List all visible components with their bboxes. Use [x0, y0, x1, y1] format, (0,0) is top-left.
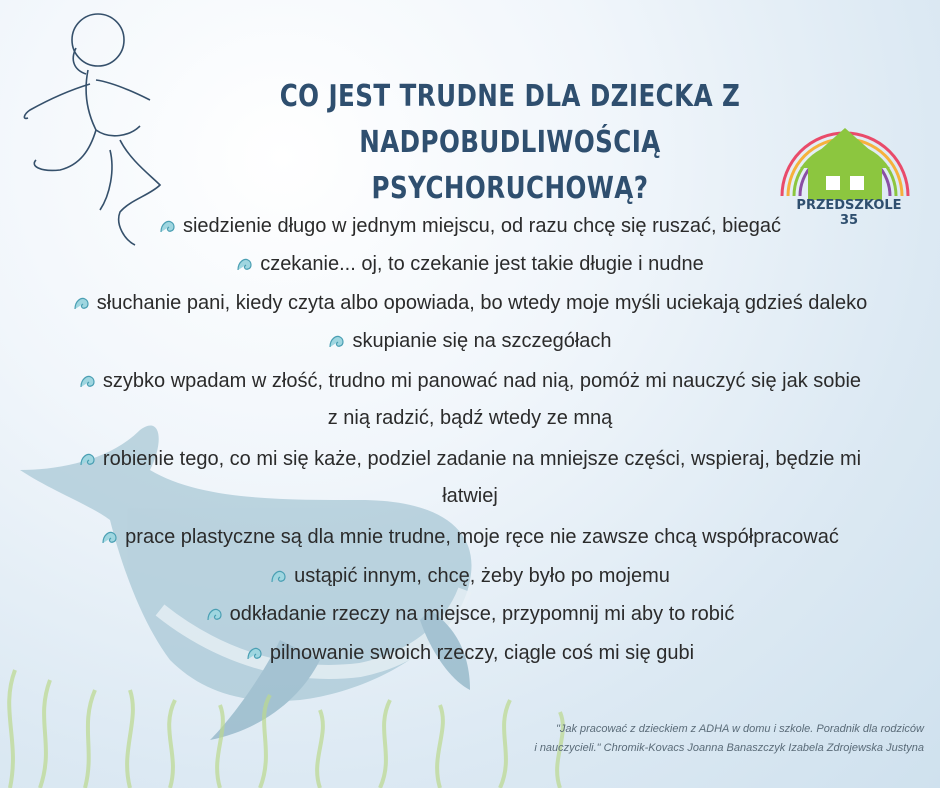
item-text: słuchanie pani, kiedy czyta albo opowiada, bo wtedy moje myśli uciekają gdzieś daleko [96, 292, 868, 314]
source-line-2: i nauczycieli." Chromik-Kovacs Joanna Banaszczyk Izabela Zdrojewska Justyna [534, 742, 924, 754]
list-item [0, 595, 940, 633]
source-citation [494, 720, 924, 758]
list-item [0, 362, 940, 400]
logo-label: PRZEDSZKOLE 35 [796, 198, 902, 228]
item-text: siedzienie długo w jednym miejscu, od razu chcę się ruszać, biegać [182, 215, 782, 237]
list-item-continuation [0, 477, 940, 515]
shell-icon [246, 645, 266, 661]
list-item [0, 245, 940, 283]
shell-icon [101, 529, 121, 545]
source-line-1: "Jak pracować z dzieckiem z ADHA w domu i szkole. Poradnik dla rodziców [555, 723, 924, 735]
list-item [0, 207, 940, 245]
title-line-1: CO JEST TRUDNE DLA DZIECKA Z NADPOBUDLIWOŚCIĄ [279, 79, 741, 160]
list-item [0, 440, 940, 478]
shell-icon [73, 295, 93, 311]
shell-icon [270, 568, 290, 584]
list-item [0, 557, 940, 595]
list-item-continuation [0, 399, 940, 437]
list-item [0, 322, 940, 360]
list-item [0, 284, 940, 322]
shell-icon [236, 256, 256, 272]
shell-icon [328, 333, 348, 349]
item-text: odkładanie rzeczy na miejsce, przypomnij mi aby to robić [229, 603, 735, 625]
list-item [0, 634, 940, 672]
item-text: pilnowanie swoich rzeczy, ciągle coś mi się gubi [269, 642, 695, 664]
item-text: łatwiej [442, 485, 498, 507]
item-text: robienie tego, co mi się każe, podziel zadanie na mniejsze części, wspieraj, będzie mi [102, 448, 862, 470]
shell-icon [159, 218, 179, 234]
page-title [215, 74, 805, 212]
item-text: skupianie się na szczegółach [352, 330, 612, 352]
item-text: ustąpić innym, chcę, żeby było po mojemu [294, 565, 670, 587]
shell-icon [79, 373, 99, 389]
shell-icon [206, 606, 226, 622]
shell-icon [79, 451, 99, 467]
list-item [0, 518, 940, 556]
item-text: szybko wpadam w złość, trudno mi panować nad nią, pomóż mi nauczyć się jak sobie [102, 370, 862, 392]
item-text: prace plastyczne są dla mnie trudne, moje ręce nie zawsze chcą współpracować [125, 526, 839, 548]
item-text: czekanie... oj, to czekanie jest takie długie i nudne [260, 253, 704, 275]
title-line-2: PSYCHORUCHOWĄ? [371, 171, 649, 206]
item-text: z nią radzić, bądź wtedy ze mną [327, 407, 613, 429]
